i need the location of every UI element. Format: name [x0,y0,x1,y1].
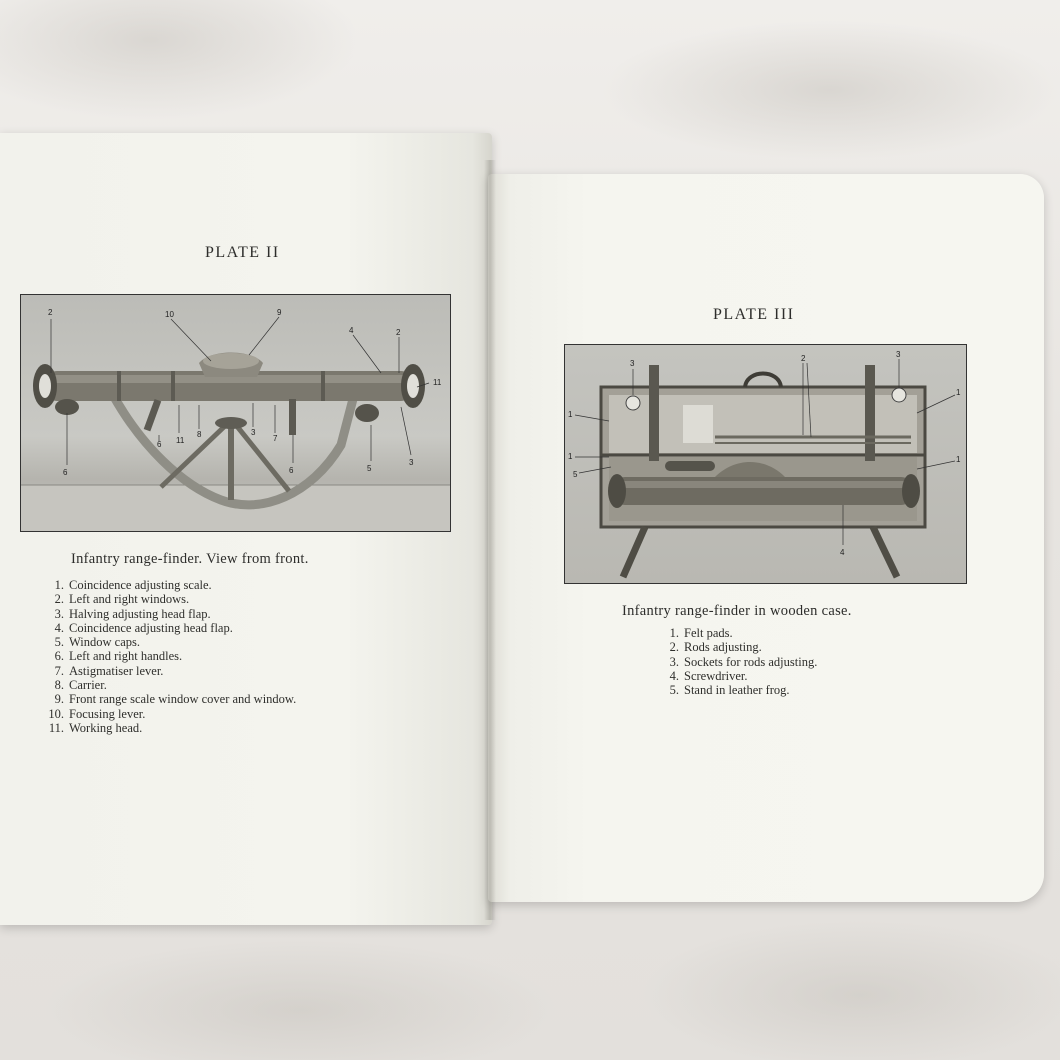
legend-item [40,607,296,621]
legend-text: Coincidence adjusting scale. [69,578,212,592]
legend-text: Felt pads. [684,626,733,640]
legend-item [40,649,296,663]
legend-item [40,578,296,592]
callout-label: 6 [289,466,294,475]
legend-text: Coincidence adjusting head flap. [69,620,233,635]
legend-number: 8. [54,678,64,693]
callout-label: 10 [165,310,174,319]
range-finder-illustration [21,295,450,531]
callout-label: 9 [277,308,282,317]
callout-label: 4 [349,326,354,335]
legend-text: Screwdriver. [684,668,748,683]
legend-number: 2. [669,640,679,655]
callout-label: 1 [568,410,573,419]
cloth-fold [40,940,560,1060]
plate-iii-legend [655,626,817,697]
plate-ii-title: PLATE II [205,244,280,261]
legend-item [655,655,817,669]
legend-text: Carrier. [69,678,107,693]
legend-number: 10. [48,706,64,721]
legend-number: 7. [54,663,64,678]
legend-number: 2. [54,592,64,607]
legend-number: 9. [54,692,64,707]
cloth-fold [0,0,360,120]
wooden-case-photo [564,344,967,584]
callout-label: 5 [573,470,578,479]
legend-item [40,678,296,692]
legend-number: 6. [54,649,64,664]
legend-number: 1. [669,626,679,640]
callout-label: 2 [48,308,53,317]
legend-number: 5. [54,635,64,650]
legend-text: Working head. [69,720,143,735]
callout-label: 1 [568,452,573,461]
callout-label: 3 [251,428,256,437]
cloth-fold [600,20,1060,160]
callout-label: 1 [956,388,961,397]
legend-item [40,621,296,635]
callout-label: 11 [176,436,185,445]
legend-item [655,669,817,683]
legend-item [40,592,296,606]
legend-item [40,707,296,721]
legend-text: Sockets for rods adjusting. [684,654,818,669]
plate-iii-title: PLATE III [713,306,795,323]
wooden-case-illustration [565,345,966,583]
range-finder-front-photo [20,294,451,532]
legend-item [655,683,817,697]
legend-text: Window caps. [69,635,141,650]
legend-text: Left and right windows. [69,592,190,607]
legend-text: Rods adjusting. [684,640,762,655]
plate-ii-caption: Infantry range-finder. View from front. [71,551,309,567]
callout-label: 2 [396,328,401,337]
legend-number: 3. [54,606,64,621]
callout-label: 2 [801,354,806,363]
legend-text: Left and right handles. [69,649,183,664]
callout-label: 1 [956,455,961,464]
plate-iii-caption: Infantry range-finder in wooden case. [622,603,852,619]
book-gutter [484,160,496,920]
cloth-fold [640,920,1060,1060]
legend-item [40,635,296,649]
legend-item [40,664,296,678]
legend-number: 1. [54,578,64,592]
legend-number: 11. [48,720,64,735]
legend-item [40,721,296,735]
callout-label: 8 [197,430,202,439]
legend-item [40,692,296,706]
legend-item [655,626,817,640]
callout-label: 4 [840,548,845,557]
legend-text: Front range scale window cover and window. [69,692,297,707]
legend-number: 4. [669,668,679,683]
plate-ii-legend [40,578,296,735]
legend-text: Focusing lever. [69,706,146,721]
legend-text: Astigmatiser lever. [69,663,164,678]
callout-label: 6 [63,468,68,477]
legend-text: Halving adjusting head flap. [69,606,211,621]
callout-label: 7 [273,434,278,443]
legend-number: 4. [54,620,64,635]
legend-item [655,640,817,654]
callout-label: 3 [409,458,414,467]
callout-label: 6 [157,440,162,449]
legend-number: 3. [669,654,679,669]
callout-label: 3 [896,350,901,359]
callout-label: 3 [630,359,635,368]
callout-label: 11 [433,378,442,387]
callout-label: 5 [367,464,372,473]
legend-number: 5. [669,683,679,698]
legend-text: Stand in leather frog. [684,683,790,698]
